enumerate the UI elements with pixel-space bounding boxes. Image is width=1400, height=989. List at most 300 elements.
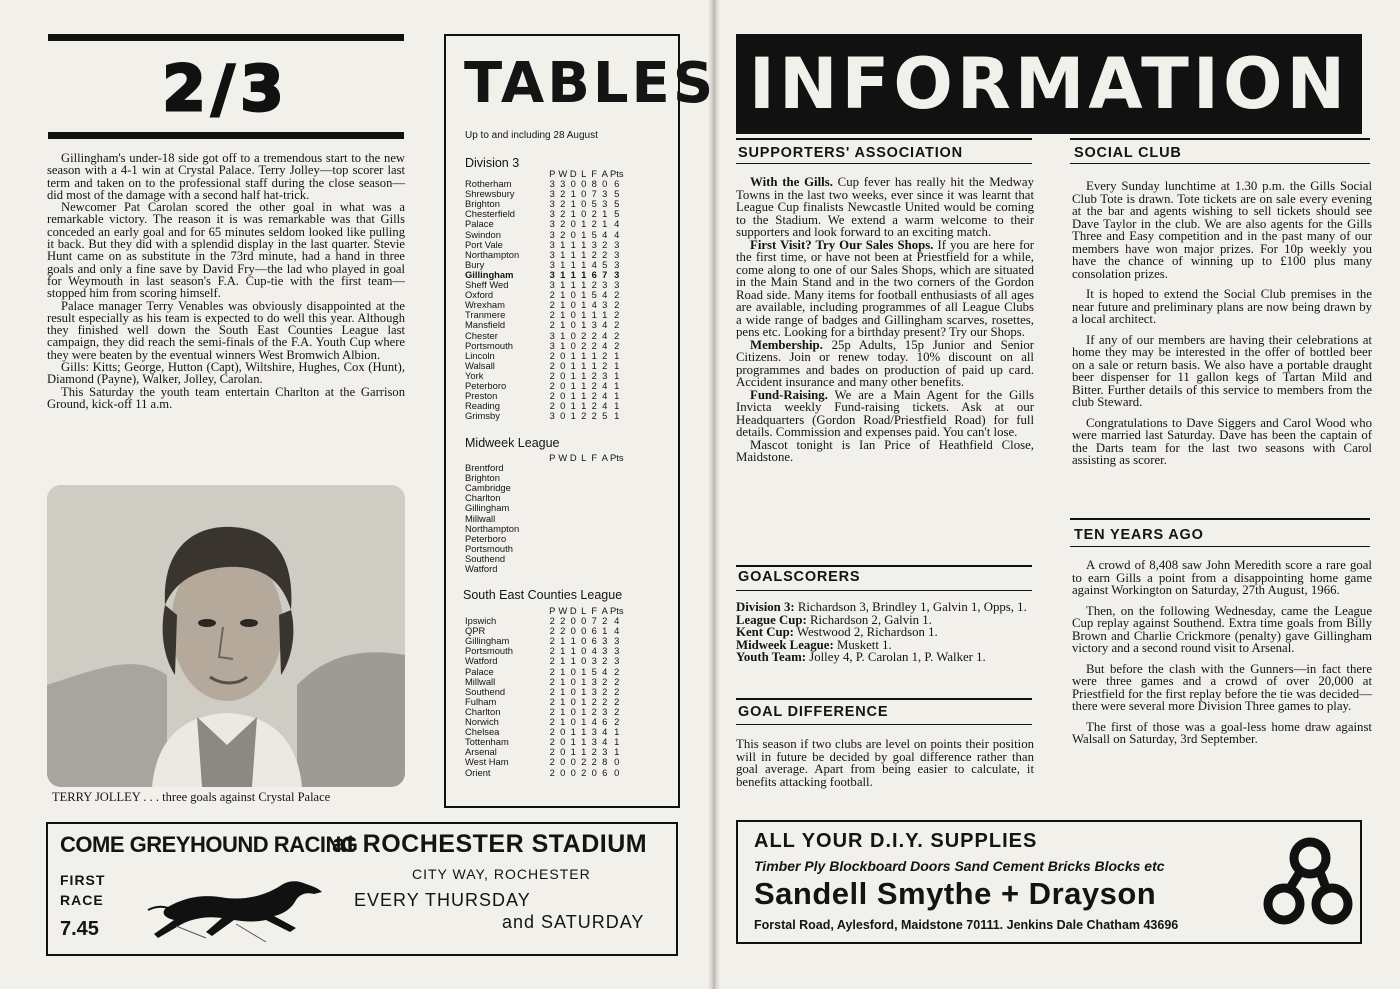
stat-cell: 1 (581, 390, 587, 402)
ten-years-paragraph: But before the clash with the Gunners—in fact there were three games and a crowd of over 20,000 at Priestfield for the first replay before the tie was decided—there were several more Division Three games to play. (1072, 661, 1372, 713)
stat-cell: 2 (614, 319, 620, 331)
stat-cell: 2 (549, 726, 555, 738)
stat-cell: 1 (581, 258, 587, 270)
team-name-cell: Southend (465, 552, 506, 564)
stat-cell: 4 (602, 390, 608, 402)
stat-cell: 0 (581, 655, 587, 667)
diy-advert (736, 820, 1362, 944)
goalscorers-heading: GOALSCORERS (738, 569, 861, 585)
stat-cell: 1 (560, 248, 566, 260)
stat-cell: 0 (560, 359, 566, 371)
news-article (47, 152, 405, 410)
stat-cell: 3 (591, 736, 597, 748)
stat-cell: 7 (591, 615, 597, 627)
race-time: 7.45 (60, 918, 99, 940)
table-row (465, 320, 624, 330)
stat-cell: 1 (570, 369, 576, 381)
stat-cell: 2 (591, 705, 597, 717)
stat-cell: 1 (602, 625, 608, 637)
table-row (465, 768, 624, 778)
team-name-cell: Orient (465, 766, 491, 778)
team-name-cell: Brentford (465, 462, 504, 474)
race-days-2: and SATURDAY (502, 912, 645, 932)
team-name-cell: Brighton (465, 198, 500, 210)
stat-cell: 1 (560, 716, 566, 728)
stat-cell: 2 (581, 410, 587, 422)
stat-cell: 2 (549, 665, 555, 677)
stat-cell: 3 (549, 238, 555, 250)
team-name-cell: Gillingham (465, 268, 514, 280)
stat-cell: 0 (570, 299, 576, 311)
news-paragraph: Gills: Kitts; George, Hutton (Capt), Wiltshire, Hughes, Cox (Hunt), Diamond (Payne), Walker, Jolley, Carolan. (47, 360, 405, 387)
race-days: EVERY THURSDAY (354, 890, 531, 910)
stat-cell: 2 (549, 379, 555, 391)
stat-cell: 2 (591, 248, 597, 260)
stat-cell: 0 (581, 178, 587, 190)
company-logo-icon (1260, 836, 1360, 930)
stat-cell: 2 (602, 615, 608, 627)
team-name-cell: Chelsea (465, 726, 500, 738)
stat-cell: 3 (602, 705, 608, 717)
stat-cell: 2 (549, 695, 555, 707)
stat-cell: 2 (560, 208, 566, 220)
diy-headline: ALL YOUR D.I.Y. SUPPLIES (754, 830, 1038, 852)
stat-cell: 2 (549, 746, 555, 758)
stat-cell: 5 (591, 665, 597, 677)
stat-cell: 1 (570, 349, 576, 361)
stat-cell: 2 (591, 218, 597, 230)
stat-cell: 2 (591, 329, 597, 341)
stat-cell: 1 (602, 208, 608, 220)
midweek-title: Midweek League (465, 436, 560, 450)
stat-cell: 4 (602, 289, 608, 301)
stat-cell: 2 (549, 390, 555, 402)
stat-cell: 2 (591, 339, 597, 351)
team-name-cell: Norwich (465, 716, 499, 728)
stat-cell: 1 (570, 726, 576, 738)
stat-cell: 1 (581, 685, 587, 697)
stat-cell: 1 (581, 349, 587, 361)
stat-cell: 1 (581, 359, 587, 371)
stat-cell: 1 (570, 655, 576, 667)
column-header: A (601, 452, 608, 463)
scorers-text: Jolley 4, P. Carolan 1, P. Walker 1. (806, 650, 986, 665)
stat-cell: 1 (581, 695, 587, 707)
team-name-cell: Port Vale (465, 238, 503, 250)
stat-cell: 1 (581, 289, 587, 301)
table-row (465, 250, 624, 260)
stat-cell: 2 (549, 400, 555, 412)
stat-cell: 0 (560, 379, 566, 391)
stat-cell: 2 (549, 625, 555, 637)
stat-cell: 2 (614, 675, 620, 687)
player-portrait-illustration (47, 485, 405, 787)
team-name-cell: Watford (465, 563, 498, 575)
stat-cell: 2 (591, 756, 597, 768)
stat-cell: 7 (602, 268, 608, 280)
stat-cell: 1 (614, 390, 620, 402)
team-name-cell: Shrewsbury (465, 188, 515, 200)
supporters-p3-lead: Membership. (750, 337, 823, 352)
stat-cell: 2 (549, 685, 555, 697)
stat-cell: 6 (602, 766, 608, 778)
ten-years-text (1072, 559, 1372, 746)
team-name-cell: Watford (465, 655, 498, 667)
goal-difference-rule (736, 698, 1032, 700)
team-name-cell: York (465, 369, 484, 381)
competition-label: Division 3: (736, 600, 795, 614)
column-header: A (601, 168, 608, 179)
team-name-cell: Northampton (465, 522, 520, 534)
stat-cell: 1 (560, 279, 566, 291)
stat-cell: 0 (581, 208, 587, 220)
stat-cell: 1 (560, 238, 566, 250)
column-header: D (569, 168, 577, 179)
stat-cell: 2 (549, 716, 555, 728)
stat-cell: 1 (614, 400, 620, 412)
stat-cell: 7 (591, 188, 597, 200)
supporters-p3: 25p Adults, 15p Junior and Senior Citizens. Join or renew today. 10% discount on all programmes and bades on production of paid up card. Accident insurance and many other benefits. (736, 337, 1034, 389)
supporters-p4: We are a Main Agent for the Gills Invicta weekly Fund-raising tickets. Ask at our Headquarters (Gordon Road/Priestfield Road) for full details. Commission and expenses paid. You can't lose. (736, 387, 1034, 439)
stat-cell: 1 (570, 736, 576, 748)
column-header: Pts (610, 605, 624, 616)
stat-cell: 6 (602, 716, 608, 728)
team-name-cell: Preston (465, 390, 498, 402)
stat-cell: 0 (560, 726, 566, 738)
stat-cell: 3 (602, 279, 608, 291)
stat-cell: 3 (591, 675, 597, 687)
scorers-text: Muskett 1. (833, 637, 892, 652)
stat-cell: 3 (549, 279, 555, 291)
stat-cell: 5 (591, 198, 597, 210)
stat-cell: 1 (614, 349, 620, 361)
stat-cell: 2 (581, 756, 587, 768)
tables-title: TABLES (464, 51, 717, 116)
team-name-cell: Millwall (465, 512, 496, 524)
stat-cell: 0 (570, 329, 576, 341)
stat-cell: 2 (560, 188, 566, 200)
stat-cell: 0 (581, 188, 587, 200)
stat-cell: 2 (602, 238, 608, 250)
team-name-cell: Rotherham (465, 178, 512, 190)
stat-cell: 8 (602, 756, 608, 768)
supporters-p2-lead: First Visit? Try Our Sales Shops. (750, 237, 934, 252)
stat-cell: 1 (581, 279, 587, 291)
stat-cell: 1 (560, 675, 566, 687)
stat-cell: 2 (549, 675, 555, 687)
stat-cell: 3 (560, 178, 566, 190)
stat-cell: 6 (591, 635, 597, 647)
column-header: P (549, 168, 556, 179)
stat-cell: 0 (581, 198, 587, 210)
goal-difference-text (736, 738, 1034, 788)
stat-cell: 1 (614, 379, 620, 391)
stat-cell: 0 (570, 665, 576, 677)
stat-cell: 2 (549, 615, 555, 627)
stat-cell: 1 (614, 726, 620, 738)
team-name-cell: Cambridge (465, 482, 511, 494)
news-paragraph: Newcomer Pat Carolan scored the other goal in what was a remarkable victory. The reason it is was remarkable was that Gills conceded an early goal and for 65 minutes seldom looked like pulling it back. But they did with a splendid display in the last quarter. Stevie Hunt came on as substitute in the 73rd minute, had a hand in three goals and only a fine save by David Fry—the lad who played in goal for Weymouth in last season's F.A. Cup-tie with the first team—stopped him from scoring himself. (47, 200, 405, 301)
stat-cell: 1 (560, 339, 566, 351)
stat-cell: 3 (602, 198, 608, 210)
stat-cell: 3 (591, 655, 597, 667)
stat-cell: 1 (581, 746, 587, 758)
news-bottom-rule (48, 132, 404, 139)
stat-cell: 1 (581, 268, 587, 280)
stat-cell: 2 (549, 369, 555, 381)
team-name-cell: West Ham (465, 756, 509, 768)
stat-cell: 4 (602, 379, 608, 391)
stat-cell: 1 (581, 675, 587, 687)
table-row (465, 616, 624, 626)
stat-cell: 4 (602, 726, 608, 738)
stat-cell: 1 (560, 289, 566, 301)
stat-cell: 1 (570, 198, 576, 210)
team-name-cell: Wrexham (465, 299, 505, 311)
stat-cell: 1 (581, 716, 587, 728)
stat-cell: 3 (549, 258, 555, 270)
stat-cell: 4 (602, 228, 608, 240)
stat-cell: 2 (614, 299, 620, 311)
supporters-p1: Cup fever has really hit the Medway Towns in the last two weeks, ever since it was learnt that League Cup finalists Newcastle United would be coming to the Stadium. We extend a warm welcome to their supporters and look forward to an exciting match. (736, 175, 1034, 239)
stat-cell: 4 (614, 228, 620, 240)
stat-cell: 0 (560, 349, 566, 361)
stat-cell: 1 (570, 746, 576, 758)
diy-address: Forstal Road, Aylesford, Maidstone 70111. Jenkins Dale Chatham 43696 (754, 918, 1179, 932)
stat-cell: 1 (581, 299, 587, 311)
stat-cell: 1 (560, 655, 566, 667)
team-name-cell: Chesterfield (465, 208, 516, 220)
stat-cell: 0 (570, 319, 576, 331)
stat-cell: 5 (614, 198, 620, 210)
stat-cell: 1 (602, 218, 608, 230)
stat-cell: 2 (614, 329, 620, 341)
stat-cell: 3 (549, 178, 555, 190)
stat-cell: 1 (570, 379, 576, 391)
stat-cell: 2 (560, 228, 566, 240)
column-header: A (601, 605, 608, 616)
stat-cell: 2 (549, 289, 555, 301)
team-name-cell: Millwall (465, 675, 496, 687)
stat-cell: 3 (549, 218, 555, 230)
stat-cell: 3 (614, 248, 620, 260)
stat-cell: 1 (560, 258, 566, 270)
stat-cell: 2 (549, 635, 555, 647)
table-row (465, 564, 624, 574)
column-header: Pts (610, 168, 624, 179)
stat-cell: 2 (591, 208, 597, 220)
stat-cell: 2 (591, 400, 597, 412)
stat-cell: 2 (591, 279, 597, 291)
team-name-cell: Gillingham (465, 635, 510, 647)
team-name-cell: Tranmere (465, 309, 506, 321)
stat-cell: 3 (614, 635, 620, 647)
stat-cell: 3 (549, 198, 555, 210)
goalscorers-rule (736, 565, 1032, 567)
goalscorers-underline (736, 590, 1032, 591)
supporters-p1-lead: With the Gills. (750, 175, 833, 189)
stat-cell: 1 (560, 309, 566, 321)
column-header: P (549, 452, 556, 463)
stat-cell: 1 (581, 736, 587, 748)
news-title: 2/3 (162, 52, 290, 125)
greyhound-advert (46, 822, 678, 956)
table-row (465, 361, 624, 371)
stat-cell: 1 (560, 299, 566, 311)
ten-years-paragraph: A crowd of 8,408 saw John Meredith score a rare goal to earn Gills a point from a disappointing home game against Workington on Saturday, 27th August, 1966. (1072, 558, 1372, 597)
stat-cell: 2 (581, 339, 587, 351)
stat-cell: 2 (602, 655, 608, 667)
stat-cell: 2 (549, 645, 555, 657)
stat-cell: 0 (614, 766, 620, 778)
stat-cell: 1 (570, 279, 576, 291)
first-race-label: FIRST (60, 872, 106, 888)
stat-cell: 1 (570, 359, 576, 371)
competition-label: League Cup: (736, 612, 807, 627)
team-name-cell: Portsmouth (465, 339, 513, 351)
column-header: L (581, 452, 587, 463)
social-club-heading: SOCIAL CLUB (1074, 145, 1182, 161)
team-name-cell: Brighton (465, 472, 500, 484)
ten-years-heading: TEN YEARS AGO (1074, 527, 1204, 543)
stat-cell: 0 (560, 400, 566, 412)
stat-cell: 1 (581, 400, 587, 412)
stat-cell: 1 (581, 379, 587, 391)
team-name-cell: Peterboro (465, 532, 507, 544)
team-name-cell: Palace (465, 218, 494, 230)
stat-cell: 0 (570, 615, 576, 627)
stat-cell: 3 (591, 726, 597, 738)
stat-cell: 0 (614, 756, 620, 768)
column-header: D (569, 605, 577, 616)
stat-cell: 1 (570, 248, 576, 260)
team-name-cell: Ipswich (465, 615, 497, 627)
stat-cell: 3 (549, 410, 555, 422)
supporters-rule (736, 138, 1032, 140)
stat-cell: 2 (614, 309, 620, 321)
column-header: D (569, 452, 577, 463)
stat-cell: 2 (614, 665, 620, 677)
stat-cell: 2 (614, 685, 620, 697)
goal-difference-underline (736, 724, 1032, 725)
competition-label: Youth Team: (736, 650, 807, 665)
stat-cell: 3 (591, 238, 597, 250)
stat-cell: 3 (549, 339, 555, 351)
supporters-p4-lead: Fund-Raising. (750, 387, 828, 402)
stat-cell: 3 (549, 248, 555, 260)
information-title: INFORMATION (736, 34, 1362, 134)
news-paragraph: This Saturday the youth team entertain Charlton at the Garrison Ground, kick-off 11 a.m. (47, 384, 405, 411)
stat-cell: 3 (614, 258, 620, 270)
goal-difference-paragraph: This season if two clubs are level on points their position will in future be decided by goal difference rather than goal average. Apart from being easier to calculate, it benefits attacking football. (736, 737, 1034, 789)
stat-cell: 2 (591, 390, 597, 402)
stat-cell: 1 (570, 208, 576, 220)
stat-cell: 6 (591, 268, 597, 280)
stat-cell: 4 (602, 329, 608, 341)
stat-cell: 1 (581, 665, 587, 677)
stat-cell: 0 (560, 369, 566, 381)
stat-cell: 0 (560, 410, 566, 422)
social-club-rule (1070, 138, 1370, 140)
stat-cell: 1 (560, 695, 566, 707)
greyhound-headline: COME GREYHOUND RACING (60, 832, 358, 857)
stat-cell: 2 (549, 299, 555, 311)
team-name-cell: Northampton (465, 248, 520, 260)
south-east-title: South East Counties League (463, 588, 623, 602)
supporters-underline (736, 163, 1032, 164)
stat-cell: 1 (591, 349, 597, 361)
stat-cell: 2 (602, 685, 608, 697)
stat-cell: 3 (602, 645, 608, 657)
supporters-p5: Mascot tonight is Ian Price of Heathfield Close, Maidstone. (736, 437, 1034, 464)
column-header: L (581, 605, 587, 616)
stat-cell: 1 (570, 258, 576, 270)
stat-cell: 1 (614, 746, 620, 758)
diy-company: Sandell Smythe + Drayson (754, 876, 1157, 911)
column-header: F (591, 452, 598, 463)
news-paragraph: Gillingham's under-18 side got off to a tremendous start to the new season with a 4-1 win at Crystal Palace. Terry Jolley—top scorer last term and taken on to the professional staff during the close season—did most of the damage with a second half hat-trick. (47, 151, 405, 202)
stat-cell: 2 (591, 369, 597, 381)
stat-cell: 3 (602, 299, 608, 311)
stat-cell: 0 (570, 309, 576, 321)
stat-cell: 2 (549, 705, 555, 717)
stat-cell: 1 (614, 369, 620, 381)
stat-cell: 2 (602, 359, 608, 371)
scorers-text: Westwood 2, Richardson 1. (793, 625, 938, 640)
stat-cell: 1 (560, 665, 566, 677)
column-header: Pts (610, 452, 624, 463)
stat-cell: 2 (591, 379, 597, 391)
stat-cell: 1 (614, 736, 620, 748)
stat-cell: 5 (602, 258, 608, 270)
stat-cell: 0 (581, 625, 587, 637)
social-club-paragraph: If any of our members are having their celebrations at home they may be interested in the offer of bottled beer on a sale or return basis. We also have a portable draught beer dispenser for 11 gallon kegs of Tartan Mild and Bitter. Further details of this service to members from the club Steward. (1072, 332, 1372, 409)
stat-cell: 3 (549, 188, 555, 200)
stat-cell: 0 (560, 736, 566, 748)
stat-cell: 1 (560, 319, 566, 331)
stat-cell: 0 (570, 289, 576, 301)
stat-cell: 3 (591, 319, 597, 331)
stat-cell: 1 (560, 635, 566, 647)
table-row (465, 757, 624, 767)
stat-cell: 2 (549, 736, 555, 748)
team-name-cell: Chester (465, 329, 498, 341)
stat-cell: 4 (614, 615, 620, 627)
stat-cell: 5 (602, 410, 608, 422)
stat-cell: 2 (602, 695, 608, 707)
stat-cell: 4 (591, 716, 597, 728)
news-top-rule (48, 34, 404, 41)
social-club-paragraph: Congratulations to Dave Siggers and Carol Wood who were married last Saturday. Dave has been the captain of the Darts team for the last two seasons with Carol assisting as scorer. (1072, 415, 1372, 467)
stat-cell: 1 (570, 390, 576, 402)
stat-cell: 3 (614, 655, 620, 667)
stat-cell: 2 (602, 349, 608, 361)
stat-cell: 1 (570, 400, 576, 412)
stat-cell: 3 (614, 268, 620, 280)
team-name-cell: Oxford (465, 289, 494, 301)
supporters-heading: SUPPORTERS' ASSOCIATION (738, 145, 963, 161)
stat-cell: 1 (560, 645, 566, 657)
stat-cell: 5 (591, 228, 597, 240)
stat-cell: 2 (591, 746, 597, 758)
team-name-cell: Palace (465, 665, 494, 677)
ten-years-paragraph: The first of those was a goal-less home draw against Walsall on Saturday, 3rd September. (1072, 719, 1372, 746)
stat-cell: 2 (602, 248, 608, 260)
stat-cell: 8 (591, 178, 597, 190)
team-name-cell: Southend (465, 685, 506, 697)
stat-cell: 0 (602, 178, 608, 190)
competition-label: Midweek League: (736, 637, 834, 652)
